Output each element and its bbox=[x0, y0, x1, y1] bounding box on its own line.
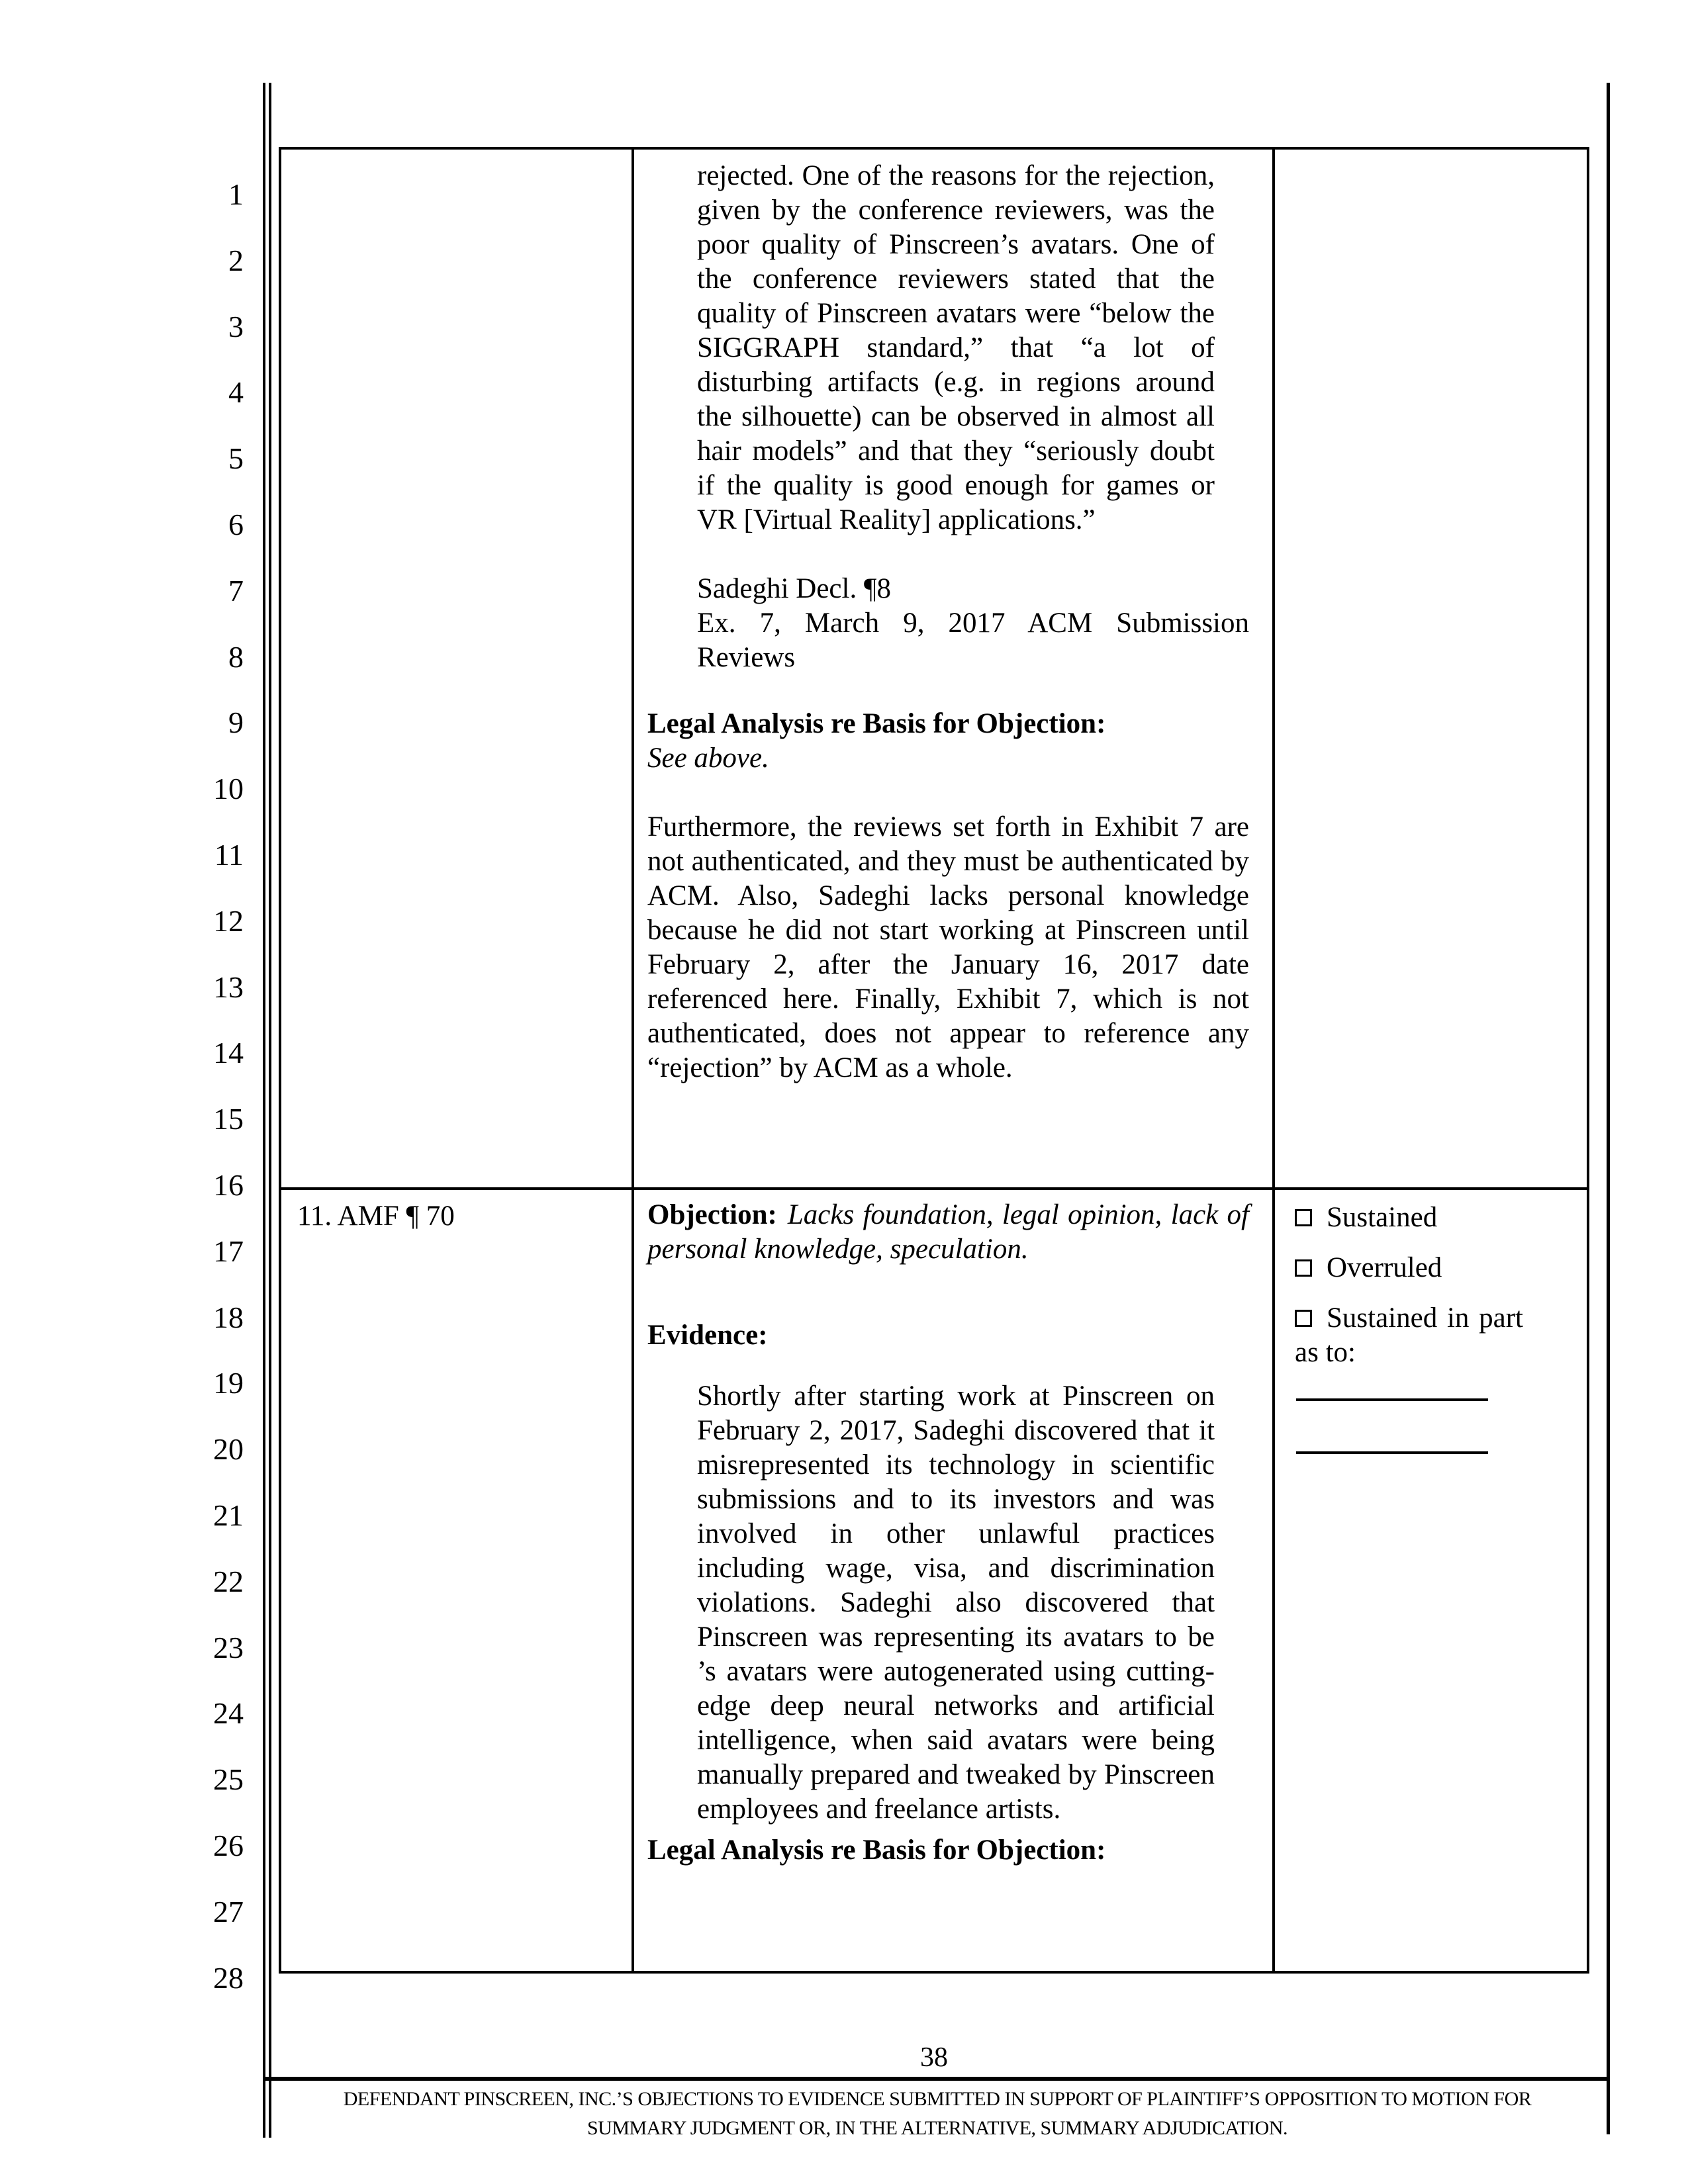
line-number: 27 bbox=[213, 1894, 244, 1929]
ruling-option-label: Sustained bbox=[1327, 1202, 1438, 1233]
evidence-quote-continuation: rejected. One of the reasons for the rejection, given by the conference reviewers, was the poor quality of Pinscreen’s avatars. One of the conference reviewers stated that the quality of Pinscreen avatars were “below the SIGGRAPH standard,” that “a lot of disturbing artifacts (e.g. in regions around the silhouette) can be observed in almost all hair models” and that they “seriously doubt if the quality is good enough for games or VR [Virtual Reality] applications.” bbox=[697, 160, 1215, 535]
cell-reference-row2 bbox=[281, 1190, 634, 1971]
footer-title-line2: SUMMARY JUDGMENT OR, IN THE ALTERNATIVE, SUMMARY ADJUDICATION. bbox=[587, 2117, 1288, 2139]
legal-analysis-heading: Legal Analysis re Basis for Objection: bbox=[647, 1835, 1106, 1866]
line-number: 26 bbox=[213, 1829, 244, 1862]
ruling-option-sustained bbox=[1295, 1201, 1573, 1235]
cell-content-row1 bbox=[634, 150, 1275, 1190]
cell-content-row2 bbox=[634, 1190, 1275, 1971]
line-number: 20 bbox=[213, 1432, 244, 1467]
line-number: 22 bbox=[213, 1564, 244, 1598]
amf-reference: 11. AMF ¶ 70 bbox=[297, 1201, 455, 1232]
analysis-paragraph: Furthermore, the reviews set forth in Exhibit 7 are not authenticated, and they must be authenticated by ACM. Also, Sadeghi lacks personal knowledge because he did not start working at Pinscreen until February 2, after the January 16, 2017 date referenced here. Finally, Exhibit 7, which is not authenticated, does not appear to reference any “rejection” by ACM as a whole. bbox=[647, 811, 1249, 1083]
line-number: 11 bbox=[214, 838, 244, 872]
see-above-text: See above. bbox=[647, 743, 769, 774]
line-number: 8 bbox=[228, 639, 244, 674]
write-in-line bbox=[1296, 1451, 1488, 1454]
ruling-option-overruled bbox=[1295, 1251, 1573, 1285]
line-number: 4 bbox=[228, 375, 244, 410]
page-number: 38 bbox=[920, 2042, 948, 2073]
objection-text: Lacks foundation, legal opinion, lack of personal knowledge, speculation. bbox=[647, 1199, 1249, 1265]
right-border bbox=[1607, 83, 1610, 2134]
objection-label: Objection: bbox=[647, 1199, 777, 1230]
legal-analysis-heading: Legal Analysis re Basis for Objection: bbox=[647, 708, 1106, 739]
ruling-option-label: Overruled bbox=[1327, 1252, 1442, 1283]
line-number: 9 bbox=[228, 705, 244, 740]
evidence-quote: Shortly after starting work at Pinscreen on February 2, 2017, Sadeghi discovered that it misrepresented its technology in scientific submissions and to its investors and was involved in other unlawful practices including wage, visa, and discrimination violations. Sadeghi also discovered that Pinscreen was representing its avatars to be ’s avatars were autogenerated using cutting-edge deep neural networks and artificial intelligence, when said avatars were being manually prepared and tweaked by Pinscreen employees and freelance artists. bbox=[697, 1381, 1215, 1825]
citation bbox=[697, 572, 1249, 675]
line-number: 5 bbox=[228, 441, 244, 476]
line-number: 24 bbox=[213, 1696, 244, 1731]
line-number: 16 bbox=[213, 1168, 244, 1202]
checkbox-icon[interactable] bbox=[1295, 1259, 1312, 1277]
footer-title-line1: DEFENDANT PINSCREEN, INC.’S OBJECTIONS TO EVIDENCE SUBMITTED IN SUPPORT OF PLAINTIFF’S OPPOSITION TO MOTION FOR bbox=[343, 2088, 1532, 2110]
line-number: 15 bbox=[213, 1102, 244, 1136]
line-number: 21 bbox=[213, 1498, 244, 1532]
left-double-border-outer bbox=[263, 83, 265, 2138]
line-number: 12 bbox=[213, 903, 244, 938]
line-number: 18 bbox=[213, 1300, 244, 1334]
checkbox-icon[interactable] bbox=[1295, 1209, 1312, 1226]
citation-line: Ex. 7, March 9, 2017 ACM Submission Reviews bbox=[697, 608, 1249, 673]
line-number: 17 bbox=[213, 1234, 244, 1268]
write-in-line bbox=[1296, 1398, 1488, 1401]
checkbox-icon[interactable] bbox=[1295, 1310, 1312, 1327]
citation-line: Sadeghi Decl. ¶8 bbox=[697, 573, 891, 604]
ruling-option-sustained-in-part bbox=[1295, 1301, 1523, 1370]
ruling-option-label: Sustained in part as to: bbox=[1295, 1302, 1523, 1368]
cell-ruling-row1 bbox=[1275, 150, 1587, 1190]
objections-table bbox=[279, 147, 1589, 1974]
line-number: 25 bbox=[213, 1762, 244, 1797]
objection-line bbox=[647, 1198, 1249, 1267]
line-number: 10 bbox=[213, 772, 244, 806]
line-number: 3 bbox=[228, 309, 244, 343]
line-number: 23 bbox=[213, 1630, 244, 1664]
line-number: 14 bbox=[213, 1036, 244, 1070]
line-number: 7 bbox=[228, 573, 244, 608]
cell-reference-row1 bbox=[281, 150, 634, 1190]
line-number: 28 bbox=[213, 1960, 244, 1995]
footer-title bbox=[272, 2085, 1603, 2143]
line-number: 6 bbox=[228, 508, 244, 541]
cell-ruling-row2 bbox=[1275, 1190, 1587, 1971]
evidence-label: Evidence: bbox=[647, 1320, 768, 1351]
line-number: 13 bbox=[213, 970, 244, 1004]
footer-rule bbox=[264, 2077, 1610, 2081]
line-number: 19 bbox=[213, 1366, 244, 1400]
line-number: 1 bbox=[228, 177, 244, 211]
left-double-border-inner bbox=[269, 83, 271, 2138]
line-number: 2 bbox=[228, 243, 244, 277]
